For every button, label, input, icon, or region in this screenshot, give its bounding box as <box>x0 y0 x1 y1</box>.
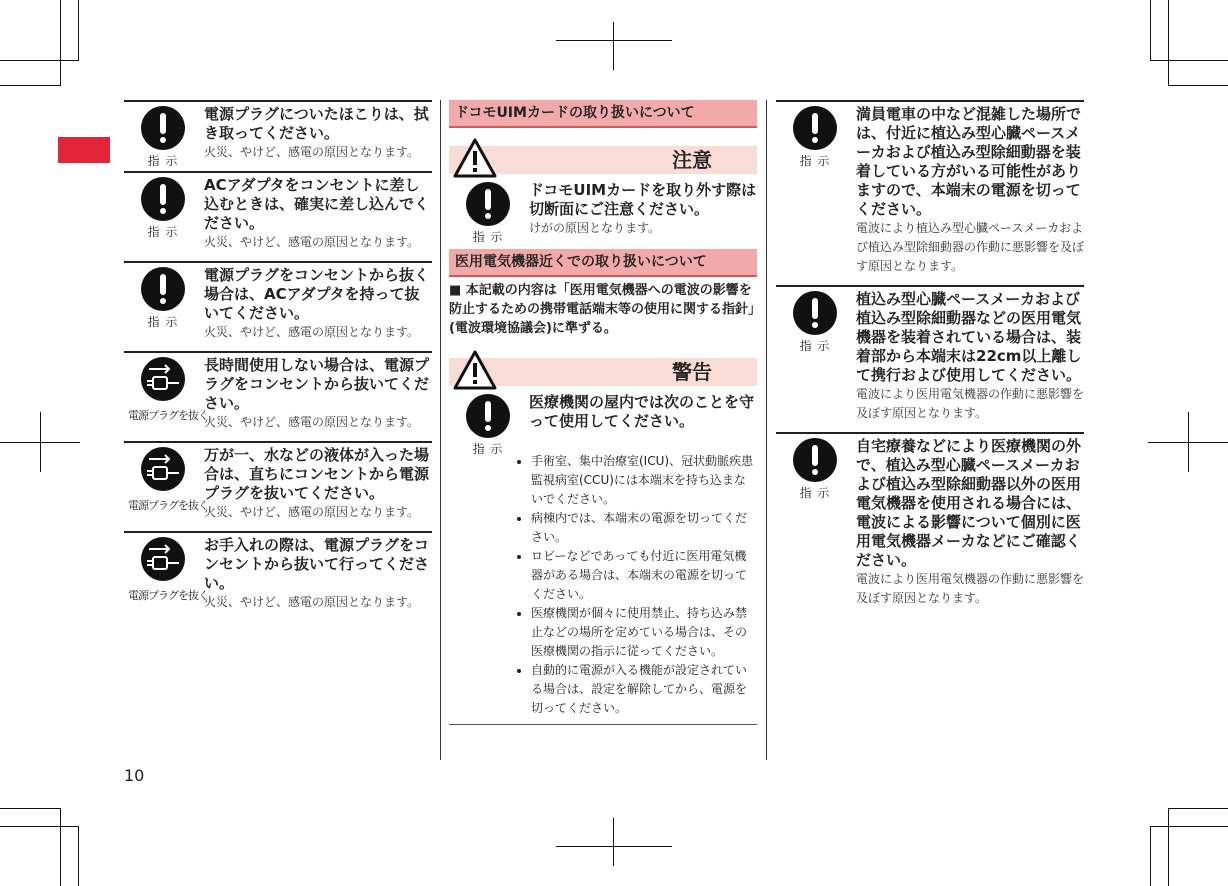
list-item: • 病棟内では、本端末の電源を切ってください。 <box>531 509 757 547</box>
divider <box>449 724 757 733</box>
crop-mark <box>0 85 60 86</box>
entry-heading: 長時間使用しない場合は、電源プラグをコンセントから抜いてください。 <box>204 356 430 412</box>
crop-mark <box>40 412 41 472</box>
entry-description: 火災、やけど、感電の原因となります。 <box>204 415 420 429</box>
entry-heading: 万が一、水などの液体が入った場合は、直ちにコンセントから電源プラグを抜いてください。 <box>204 446 430 502</box>
unplug-icon <box>141 537 185 581</box>
caution-entry <box>124 171 432 261</box>
crop-mark <box>1168 0 1169 86</box>
entry-description: けがの原因となります。 <box>529 221 661 235</box>
crop-mark <box>1150 826 1228 827</box>
crop-mark <box>613 818 614 866</box>
exclamation-icon <box>141 177 185 221</box>
exclamation-icon <box>793 106 837 150</box>
caution-entry <box>449 178 757 247</box>
warning-triangle-icon <box>453 138 497 178</box>
crop-mark <box>556 846 672 847</box>
guideline-note: ■ 本記載の内容は「医用電気機器への電波の影響を防止するための携帯電話端末等の使用に関する指針」(電波環境協議会)に準ずる。 <box>449 283 755 336</box>
exclamation-icon <box>141 267 185 311</box>
icon-label: 指 示 <box>799 339 831 353</box>
crop-mark <box>60 808 61 886</box>
crop-mark <box>1150 0 1151 61</box>
warning-band <box>449 350 757 390</box>
list-item: • 手術室、集中治療室(ICU)、冠状動脈疾患監視病室(CCU)には本端末を持ち込まないでください。 <box>531 452 757 509</box>
bullet-list <box>509 452 757 718</box>
page-number: 10 <box>124 766 145 785</box>
crop-mark <box>1168 808 1228 809</box>
icon-label: 指 示 <box>147 225 179 239</box>
crop-mark <box>613 22 614 70</box>
icon-label: 指 示 <box>472 230 504 244</box>
icon-label: 電源プラグを抜く <box>128 589 208 602</box>
crop-mark <box>1168 808 1169 886</box>
entry-heading: 満員電車の中など混雑した場所では、付近に植込み型心臓ペースメーカおよび植込み型除細動器を装着している方がいる可能性がありますので、本端末の電源を切ってください。 <box>856 105 1082 218</box>
crop-mark <box>78 0 79 61</box>
icon-label: 指 示 <box>799 154 831 168</box>
exclamation-icon <box>466 182 510 226</box>
exclamation-icon <box>141 106 185 150</box>
icon-label: 指 示 <box>147 154 179 168</box>
crop-mark <box>1150 60 1228 61</box>
entry-heading: 医療機関の屋内では次のことを守って使用してください。 <box>529 393 755 430</box>
entry-description: 火災、やけど、感電の原因となります。 <box>204 325 420 339</box>
crop-mark <box>1150 826 1151 886</box>
icon-label: 指 示 <box>147 315 179 329</box>
warning-entry <box>776 432 1084 617</box>
icon-label: 指 示 <box>472 442 504 456</box>
crop-mark <box>556 40 672 41</box>
entry-description: 電波により医用電気機器の作動に悪影響を及ぼす原因となります。 <box>856 572 1085 605</box>
caution-band <box>449 138 757 178</box>
warning-entry <box>776 285 1084 432</box>
entry-description: 火災、やけど、感電の原因となります。 <box>204 505 420 519</box>
column-3 <box>776 100 1084 617</box>
caution-entry <box>124 261 432 351</box>
entry-description: 火災、やけど、感電の原因となります。 <box>204 235 420 249</box>
column-divider <box>766 100 767 760</box>
warning-entry <box>776 100 1084 285</box>
caution-entry <box>124 531 432 621</box>
crop-mark <box>0 808 60 809</box>
crop-mark <box>1168 85 1228 86</box>
entry-heading: 自宅療養などにより医療機関の外で、植込み型心臓ペースメーカおよび植込み型除細動器以外の医用電気機器を使用される場合には、電波による影響について個別に医用電気機器メーカなどにご確認ください。 <box>856 437 1082 569</box>
crop-mark <box>1188 412 1189 472</box>
entry-heading: ドコモUIMカードを取り外す際は切断面にご注意ください。 <box>529 181 757 218</box>
caution-entry <box>124 100 432 171</box>
crop-mark <box>0 60 78 61</box>
entry-heading: 電源プラグについたほこりは、拭き取ってください。 <box>204 105 429 142</box>
unplug-icon <box>141 357 185 401</box>
column-2 <box>449 100 757 733</box>
crop-mark <box>78 826 79 886</box>
caution-entry <box>124 441 432 531</box>
entry-description: 火災、やけど、感電の原因となります。 <box>204 145 420 159</box>
entry-heading: ACアダプタをコンセントに差し込むときは、確実に差し込んでください。 <box>204 176 430 232</box>
icon-label: 指 示 <box>799 486 831 500</box>
crop-mark <box>0 826 78 827</box>
list-item: • ロビーなどであっても付近に医用電気機器がある場合は、本端末の電源を切ってください。 <box>531 547 757 604</box>
exclamation-icon <box>466 394 510 438</box>
list-item: • 医療機関が個々に使用禁止、持ち込み禁止などの場所を定めている場合は、その医療機関の指示に従ってください。 <box>531 604 757 661</box>
warning-entry <box>449 390 757 456</box>
entry-heading: 植込み型心臓ペースメーカおよび植込み型除細動器などの医用電気機器を装着されている場合は、装着部から本端末は22cm以上離して携行および使用してください。 <box>856 290 1082 384</box>
caution-label: 注意 <box>672 148 712 172</box>
chapter-tab <box>58 137 110 163</box>
caution-entry <box>124 351 432 441</box>
exclamation-icon <box>793 438 837 482</box>
entry-description: 電波により医用電気機器の作動に悪影響を及ぼす原因となります。 <box>856 387 1085 420</box>
warning-triangle-icon <box>453 350 497 390</box>
entry-heading: 電源プラグをコンセントから抜く場合は、ACアダプタを持って抜いてください。 <box>204 266 430 322</box>
section-title: ドコモUIMカードの取り扱いについて <box>449 100 757 128</box>
crop-mark <box>60 0 61 86</box>
entry-description: 火災、やけど、感電の原因となります。 <box>204 595 420 609</box>
icon-label: 電源プラグを抜く <box>128 499 208 512</box>
icon-label: 電源プラグを抜く <box>128 409 208 422</box>
unplug-icon <box>141 447 185 491</box>
column-divider <box>440 100 441 760</box>
warning-label: 警告 <box>672 360 712 384</box>
entry-heading: お手入れの際は、電源プラグをコンセントから抜いて行ってください。 <box>204 536 430 592</box>
entry-description: 電波により植込み型心臓ペースメーカおよび植込み型除細動器の作動に悪影響を及ぼす原因となります。 <box>856 221 1085 273</box>
list-item: • 自動的に電源が入る機能が設定されている場合は、設定を解除してから、電源を切ってください。 <box>531 661 757 718</box>
column-1 <box>124 100 432 621</box>
section-title: 医用電気機器近くでの取り扱いについて <box>449 249 757 277</box>
exclamation-icon <box>793 291 837 335</box>
